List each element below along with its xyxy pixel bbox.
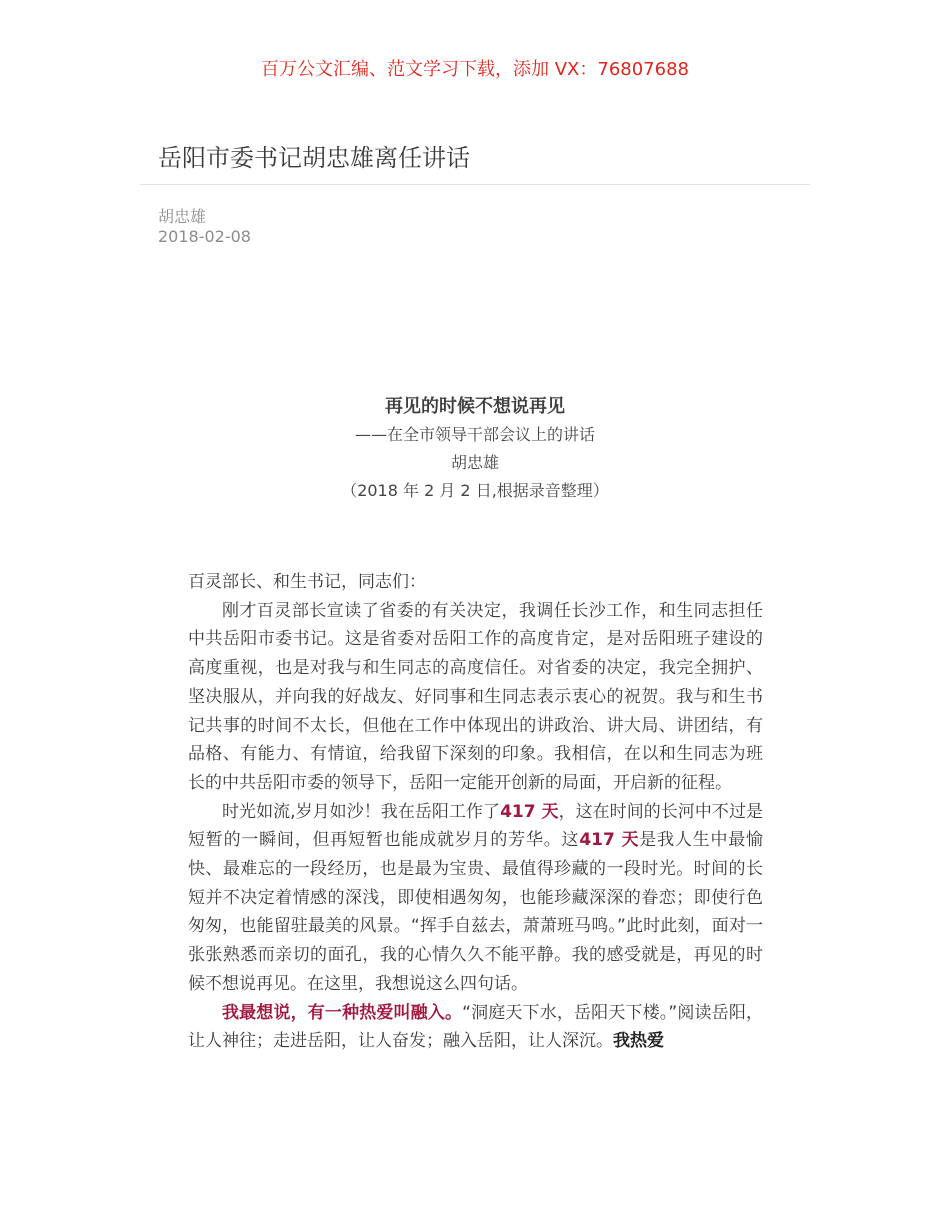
paragraph-3-lead: 我最想说，有一种热爱叫融入。 — [222, 1002, 463, 1023]
article-title: 岳阳市委书记胡忠雄离任讲话 — [158, 144, 470, 172]
days-highlight-2: 417 天 — [579, 830, 640, 851]
speech-speaker: 胡忠雄 — [450, 453, 499, 472]
speech-note: （2018 年 2 月 2 日,根据录音整理） — [341, 481, 609, 500]
paragraph-1: 刚才百灵部长宣读了省委的有关决定，我调任长沙工作，和生同志担任中共岳阳市委书记。这是省委对岳阳工作的高度肯定，是对岳阳班子建设的高度重视，也是对我与和生同志的高度信任。对省委的决定，我完全拥护、坚决服从，并向我的好战友、好同事和生同志表示衷心的祝贺。我与和生书记共事的时间不太长，但他在工作中体现出的讲政治、讲大局、讲团结，有品格、有能力、有情谊，给我留下深刻的印象。我相信，在以和生同志为班长的中共岳阳市委的领导下，岳阳一定能开创新的局面，开启新的征程。 — [188, 600, 763, 793]
paragraph-2-text-b: ，这在时间的长河中不过是短暂的一瞬间，但再短暂也能成就岁月的芳华。这 — [188, 801, 763, 851]
paragraph-2-text-c: 是我人生中最愉快、最难忘的一段经历，也是最为宝贵、最值得珍藏的一段时光。时间的长短并不决定着情感的深浅，即使相遇匆匆，也能珍藏深深的眷恋；即使行色匆匆，也能留驻最美的风景。“挥手自兹去，萧萧班马鸣。”此时此刻，面对一张张熟悉而亲切的面孔，我的心情久久不能平静。我的感受就是，再见的时候不想说再见。在这里，我想说这么四句话。 — [188, 830, 764, 994]
paragraph-3-bold-tail: 我热爱 — [613, 1031, 664, 1052]
paragraph-3-text-a: “洞庭天下水，岳阳天下楼。”阅读岳阳，让人神往；走进岳阳，让人奋发；融入岳阳，让人深沉。 — [188, 1002, 763, 1052]
speech-header — [0, 393, 950, 505]
title-divider — [140, 184, 810, 185]
speech-heading: 再见的时候不想说再见 — [385, 396, 565, 417]
salutation: 百灵部长、和生书记，同志们： — [188, 572, 426, 592]
paragraph-3 — [188, 999, 763, 1056]
promo-banner: 百万公文汇编、范文学习下载，添加 VX：76807688 — [261, 59, 689, 80]
paragraph-2 — [188, 798, 763, 999]
speech-subtitle: ——在全市领导干部会议上的讲话 — [354, 425, 595, 444]
paragraph-2-text-a: 时光如流,岁月如沙！我在岳阳工作了 — [222, 801, 501, 822]
article-body — [188, 568, 763, 1056]
publish-date: 2018-02-08 — [158, 227, 251, 246]
author-name: 胡忠雄 — [158, 207, 207, 226]
days-highlight-1: 417 天 — [500, 801, 559, 822]
